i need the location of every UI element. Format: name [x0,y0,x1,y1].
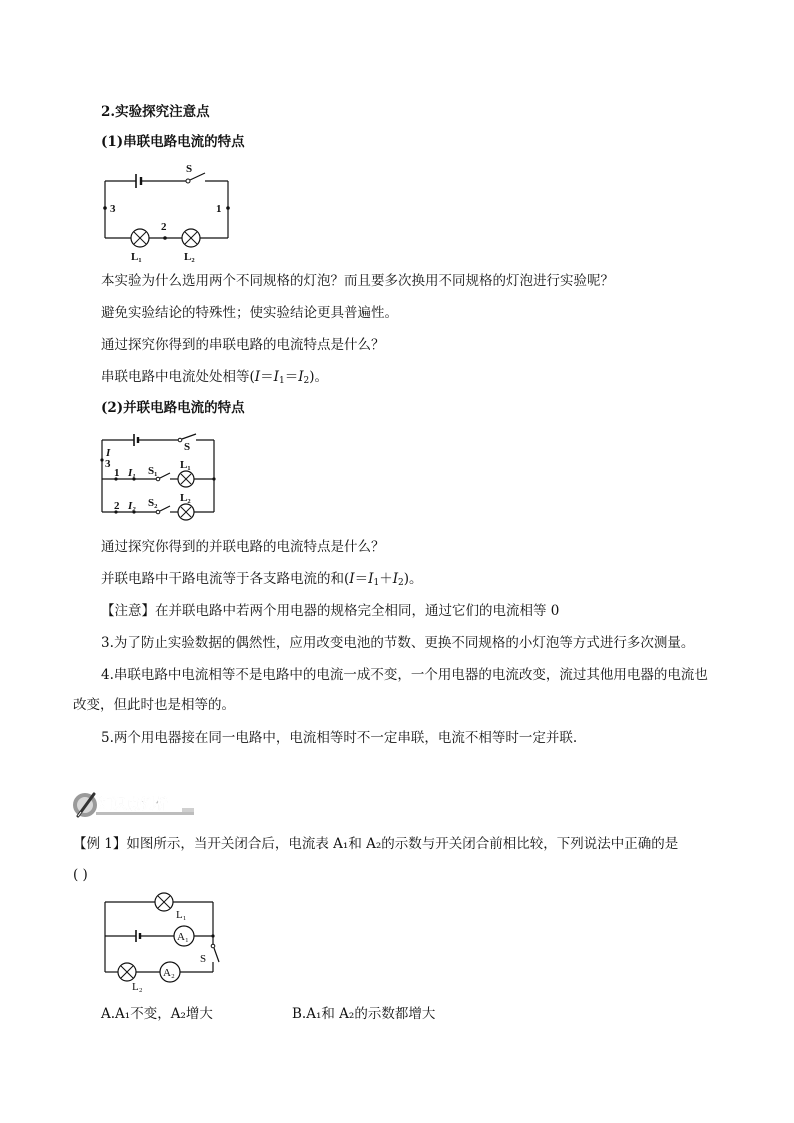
point-3-label: 3 [105,458,111,470]
current-label: I [106,447,111,459]
lamp-l1-label: L₁ [131,251,142,263]
a2-label: A₂ [163,967,175,979]
l1-label: L₁ [176,909,187,921]
answer-3: 并联电路中干路电流等于各支路电流的和$(I=I_1+I_2)$。 [101,571,423,588]
l2-label: L₂ [180,492,191,504]
paragraph-4-line-2: 改变，但此时也是相等的。 [73,697,235,713]
subheading-parallel: (2)并联电路电流的特点 [101,400,245,416]
example-circuit-diagram [100,890,225,995]
example-question: 如图所示，当开关闭合后，电流表 A₁和 A₂的示数与开关闭合前相比较，下列说法中正确的是 [126,836,679,852]
s1-label: S₁ [148,465,158,477]
subheading-series: (1)串联电路电流的特点 [101,134,245,150]
a1-label: A₁ [177,931,189,943]
s2-label: S₂ [148,497,158,509]
answer-1: 避免实验结论的特殊性；使实验结论更具普遍性。 [101,305,398,321]
answer-2: 串联电路中电流处处相等$(I=I_1=I_2)$。 [101,369,329,386]
lamp-l1-symbol [131,229,149,247]
section-banner [72,790,198,820]
lamp-l2-symbol [182,229,200,247]
answer-blank: ( ) [73,867,88,883]
i1-label: I₁ [128,467,137,479]
parallel-circuit-diagram [96,430,221,522]
note-paragraph: 【注意】在并联电路中若两个用电器的规格完全相同，通过它们的电流相等 0 [101,603,560,619]
lamp-l2-label: L₂ [184,251,195,263]
l1-label: L₁ [180,459,191,471]
point-2-label: 2 [161,221,167,233]
banner-title: 知识点例析 [98,797,168,813]
option-b: B.A₁和 A₂的示数都增大 [292,1006,436,1022]
example-label: 【例 1】 [73,836,127,852]
example-1-line-1 [73,835,678,853]
section-heading: 2.实验探究注意点 [101,104,210,120]
switch-label: S [200,953,207,965]
question-1: 本实验为什么选用两个不同规格的灯泡？而且要多次换用不同规格的灯泡进行实验呢？ [101,273,614,289]
paragraph-5: 5.两个用电器接在同一电路中，电流相等时不一定串联，电流不相等时一定并联. [101,730,578,746]
switch-label: S [184,441,191,453]
paragraph-3: 3.为了防止实验数据的偶然性，应用改变电池的节数、更换不同规格的小灯泡等方式进行多次测量。 [101,635,695,651]
point-1-label: 1 [114,467,120,479]
series-circuit-diagram [100,160,240,265]
point-2-label: 2 [114,500,120,512]
paragraph-4-line-1: 4.串联电路中电流相等不是电路中的电流一成不变，一个用电器的电流改变，流过其他用电器的电流也 [101,667,708,683]
i2-label: I₂ [128,500,137,512]
point-3-label: 3 [110,203,116,215]
option-a: A.A₁不变，A₂增大 [101,1006,213,1022]
question-3: 通过探究你得到的并联电路的电流特点是什么？ [101,539,385,555]
point-1-label: 1 [216,203,222,215]
switch-label: S [186,163,193,175]
question-2: 通过探究你得到的串联电路的电流特点是什么？ [101,337,385,353]
l2-label: L₂ [132,981,143,993]
